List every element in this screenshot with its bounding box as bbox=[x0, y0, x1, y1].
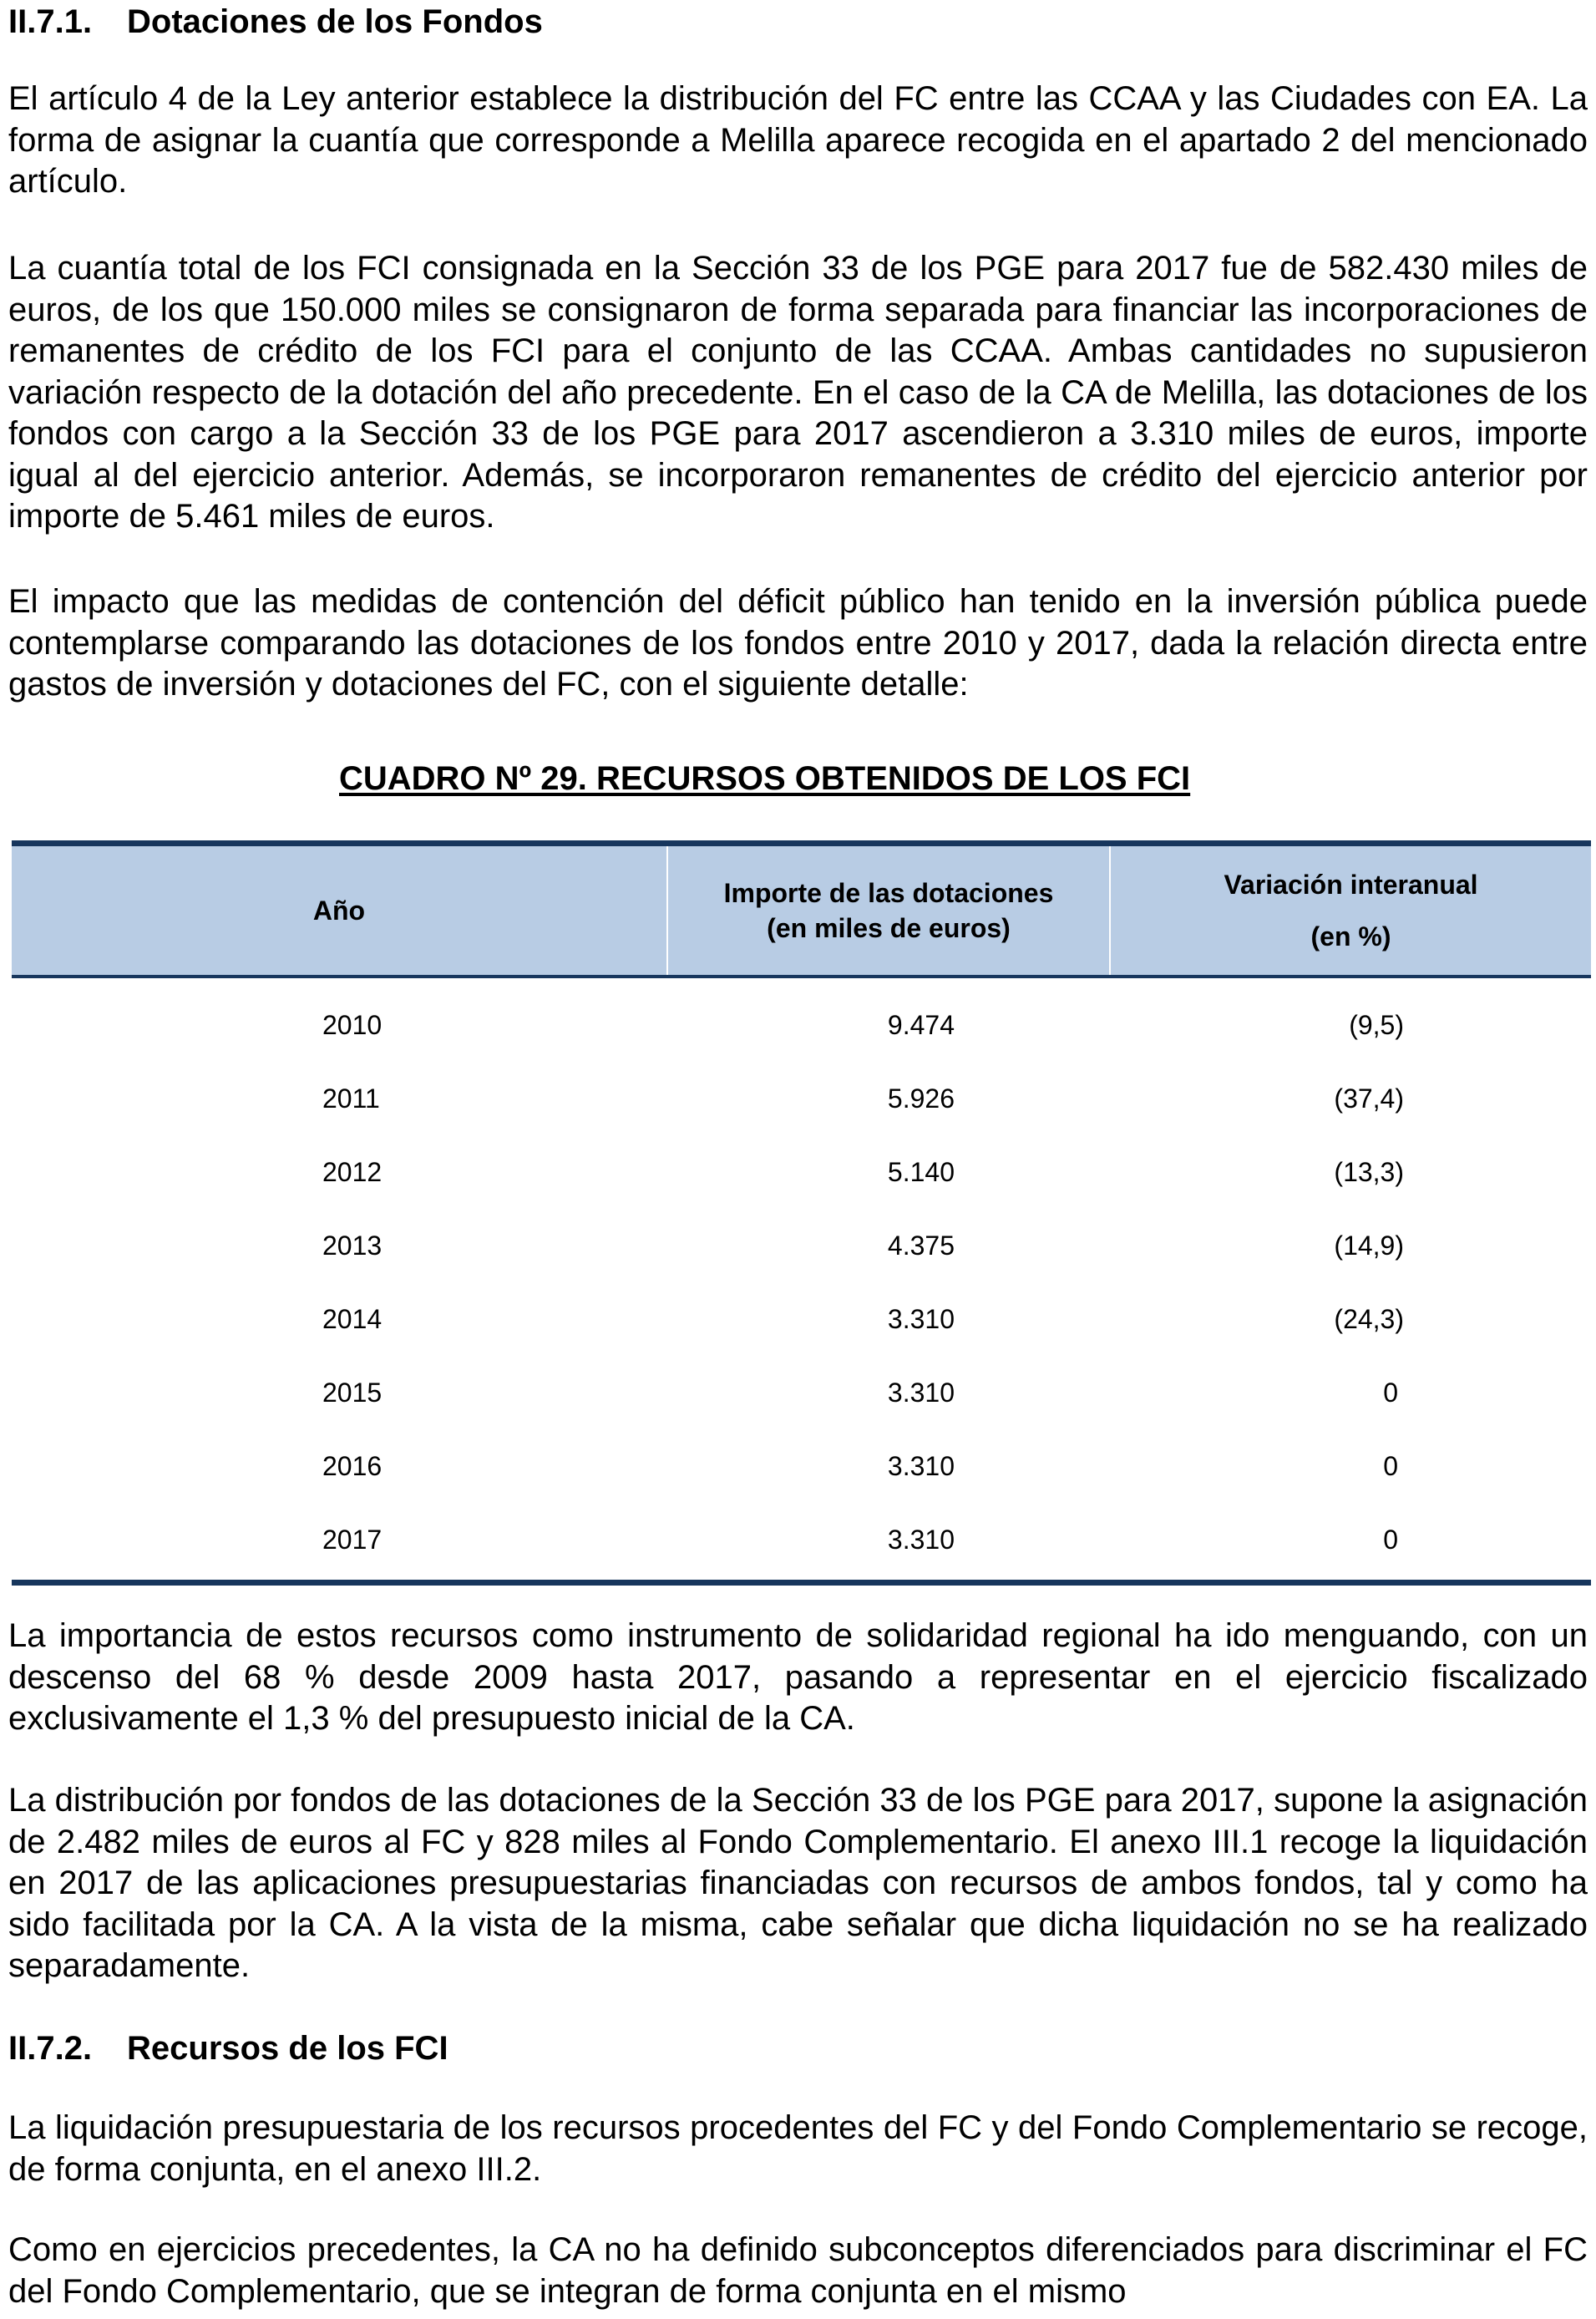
paragraph-impacto-medidas: El impacto que las medidas de contención del déficit público han tenido en la inversión pública puede contemplarse comparando las dotaciones de los fondos entre 2010 y 2017, dada la relación directa entre gastos de inversión y dotaciones del FC, con el siguiente detalle: bbox=[8, 583, 1588, 703]
cell-year: 2012 bbox=[322, 1156, 383, 1187]
paragraph-ejercicios-precedentes: Como en ejercicios precedentes, la CA no ha definido subconceptos diferenciados para discriminar el FC del Fondo Complementario, que se integran de forma conjunta en el mismo bbox=[8, 2231, 1588, 2310]
cell-year: 2011 bbox=[322, 1083, 380, 1114]
paragraph-distribucion-fondos: La distribución por fondos de las dotaciones de la Sección 33 de los PGE para 2017, supone la asignación de 2.482 miles de euros al FC y 828 miles al Fondo Complementario. El anexo III.1 recoge la liquidación en 2017 de las aplicaciones presupuestarias financiadas con recursos de ambos fondos, tal y como ha sido facilitada por la CA. A la vista de la misma, cabe señalar que dicha liquidación no se ha realizado separadamente. bbox=[8, 1782, 1588, 1984]
paragraph-liquidacion-presupuestaria: La liquidación presupuestaria de los recursos procedentes del FC y del Fondo Complementario se recoge, de forma conjunta, en el anexo III.2. bbox=[8, 2109, 1588, 2188]
recursos-fci-table bbox=[12, 840, 1591, 1586]
table-row bbox=[12, 1503, 1591, 1583]
paragraph-ley-articulo-4: El artículo 4 de la Ley anterior establece la distribución del FC entre las CCAA y las Ciudades con EA. La forma de asignar la cuantía que corresponde a Melilla aparece recogida en el apartado 2 del mencionado artículo. bbox=[8, 80, 1588, 200]
section-heading-recursos bbox=[8, 2028, 448, 2068]
header-variation: Variación interanual (en %) bbox=[1110, 844, 1591, 977]
cell-amount: 3.310 bbox=[887, 1303, 955, 1334]
cell-amount: 5.926 bbox=[887, 1083, 955, 1114]
section-number: II.7.1. bbox=[8, 3, 93, 40]
cell-year: 2017 bbox=[12, 1503, 667, 1583]
table-row bbox=[12, 1135, 1591, 1209]
cell-year: 2013 bbox=[322, 1230, 383, 1261]
table-row bbox=[12, 1062, 1591, 1135]
cell-year: 2014 bbox=[322, 1303, 383, 1334]
cell-amount: 3.310 bbox=[887, 1450, 955, 1481]
section-heading-dotaciones bbox=[8, 2, 543, 42]
cell-variation: (9,5) bbox=[1349, 1009, 1404, 1040]
table-title: CUADRO Nº 29. RECURSOS OBTENIDOS DE LOS FCI bbox=[339, 760, 1191, 797]
section-number: II.7.2. bbox=[8, 2030, 93, 2067]
table-row bbox=[12, 1429, 1591, 1503]
table-header-row bbox=[12, 844, 1591, 977]
paragraph-importancia-recursos: La importancia de estos recursos como instrumento de solidaridad regional ha ido menguando, con un descenso del 68 % desde 2009 hasta 2017, pasando a representar en el ejercicio fiscalizado exclusivamente el 1,3 % del presupuesto inicial de la CA. bbox=[8, 1617, 1588, 1737]
cell-variation: 0 bbox=[1110, 1503, 1591, 1583]
table-row bbox=[12, 1356, 1591, 1429]
section-title: Recursos de los FCI bbox=[127, 2030, 448, 2067]
table-row bbox=[12, 977, 1591, 1062]
cell-variation: 0 bbox=[1383, 1450, 1398, 1481]
cell-amount: 9.474 bbox=[887, 1009, 955, 1040]
cell-year: 2016 bbox=[322, 1450, 383, 1481]
table-row bbox=[12, 1209, 1591, 1282]
cell-year: 2015 bbox=[322, 1377, 383, 1408]
cell-amount: 5.140 bbox=[887, 1156, 955, 1187]
header-amount: Importe de las dotaciones (en miles de euros) bbox=[667, 844, 1110, 977]
section-title: Dotaciones de los Fondos bbox=[127, 3, 543, 40]
cell-variation: (24,3) bbox=[1334, 1303, 1404, 1334]
paragraph-cuantia-total: La cuantía total de los FCI consignada en la Sección 33 de los PGE para 2017 fue de 582.430 miles de euros, de los que 150.000 miles se consignaron de forma separada para financiar las incorporaciones de remanentes de crédito de los FCI para el conjunto de las CCAA. Ambas cantidades no supusieron variación respecto de la dotación del año precedente. En el caso de la CA de Melilla, las dotaciones de los fondos con cargo a la Sección 33 de los PGE para 2017 ascendieron a 3.310 miles de euros, importe igual al del ejercicio anterior. Además, se incorporaron remanentes de crédito del ejercicio anterior por importe de 5.461 miles de euros. bbox=[8, 250, 1588, 535]
cell-amount: 4.375 bbox=[887, 1230, 955, 1261]
cell-variation: 0 bbox=[1383, 1377, 1398, 1408]
cell-amount: 3.310 bbox=[887, 1377, 955, 1408]
table-row bbox=[12, 1282, 1591, 1356]
cell-variation: (37,4) bbox=[1334, 1083, 1404, 1114]
cell-variation: (14,9) bbox=[1334, 1230, 1404, 1261]
cell-amount: 3.310 bbox=[667, 1503, 1110, 1583]
cell-year: 2010 bbox=[322, 1009, 383, 1040]
cell-variation: (13,3) bbox=[1334, 1156, 1404, 1187]
header-year: Año bbox=[12, 844, 667, 977]
